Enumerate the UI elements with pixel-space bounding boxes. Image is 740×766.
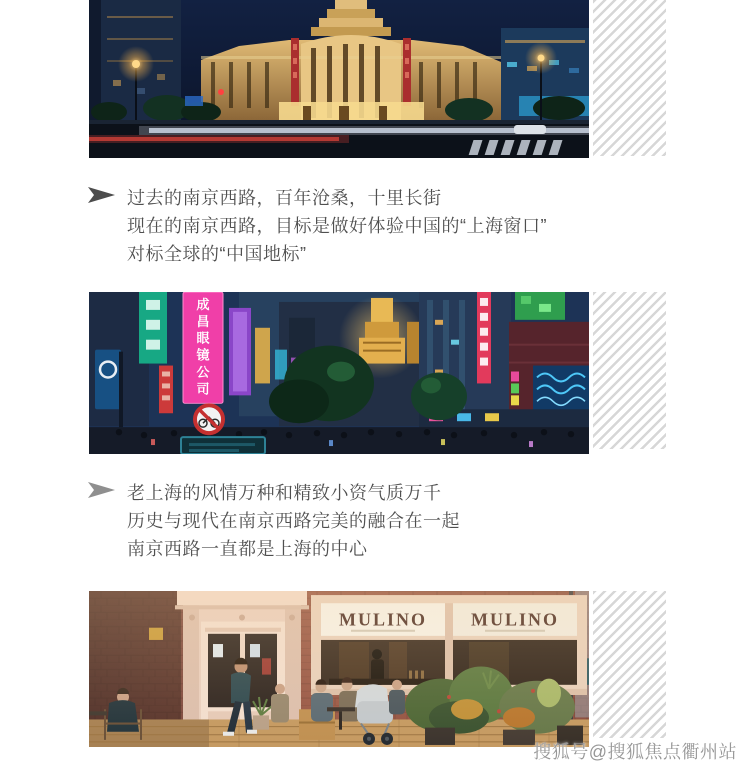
cafe-photo [89,591,589,747]
hatch-pattern-middle [593,292,666,449]
bullet-line: 现在的南京西路，目标是做好体验中国的“上海窗口” [127,216,547,236]
arrow-bullet-icon [88,187,115,203]
sohu-watermark: 搜狐号@搜狐焦点衢州站 [533,742,737,762]
neon-street-illustration [89,292,589,454]
neon-sign-char: 镜 [196,347,210,363]
night-street-illustration [89,0,589,158]
bullet-text [127,479,668,563]
bullet-line: 历史与现代在南京西路完美的融合在一起 [127,511,460,531]
bullet-line: 对标全球的“中国地标” [127,244,307,264]
night-street-photo [89,0,589,158]
arrow-bullet-icon [88,482,115,498]
bullet-block-past-present [88,184,668,268]
neon-street-photo [89,292,589,454]
neon-sign-char: 公 [196,364,210,380]
cafe-illustration [89,591,589,747]
bullet-line: 南京西路一直都是上海的中心 [127,539,368,559]
neon-sign-char: 成 [196,296,210,312]
neon-sign-char: 眼 [196,330,210,346]
bullet-text [127,184,668,268]
hatch-pattern-top [593,0,666,156]
bullet-line: 过去的南京西路，百年沧桑，十里长街 [127,188,442,208]
bullet-line: 老上海的风情万种和精致小资气质万千 [127,483,442,503]
hatch-pattern-bottom [593,591,666,738]
neon-sign-char: 司 [196,381,210,397]
neon-sign-char: 昌 [196,313,210,329]
bullet-block-old-shanghai [88,479,668,563]
